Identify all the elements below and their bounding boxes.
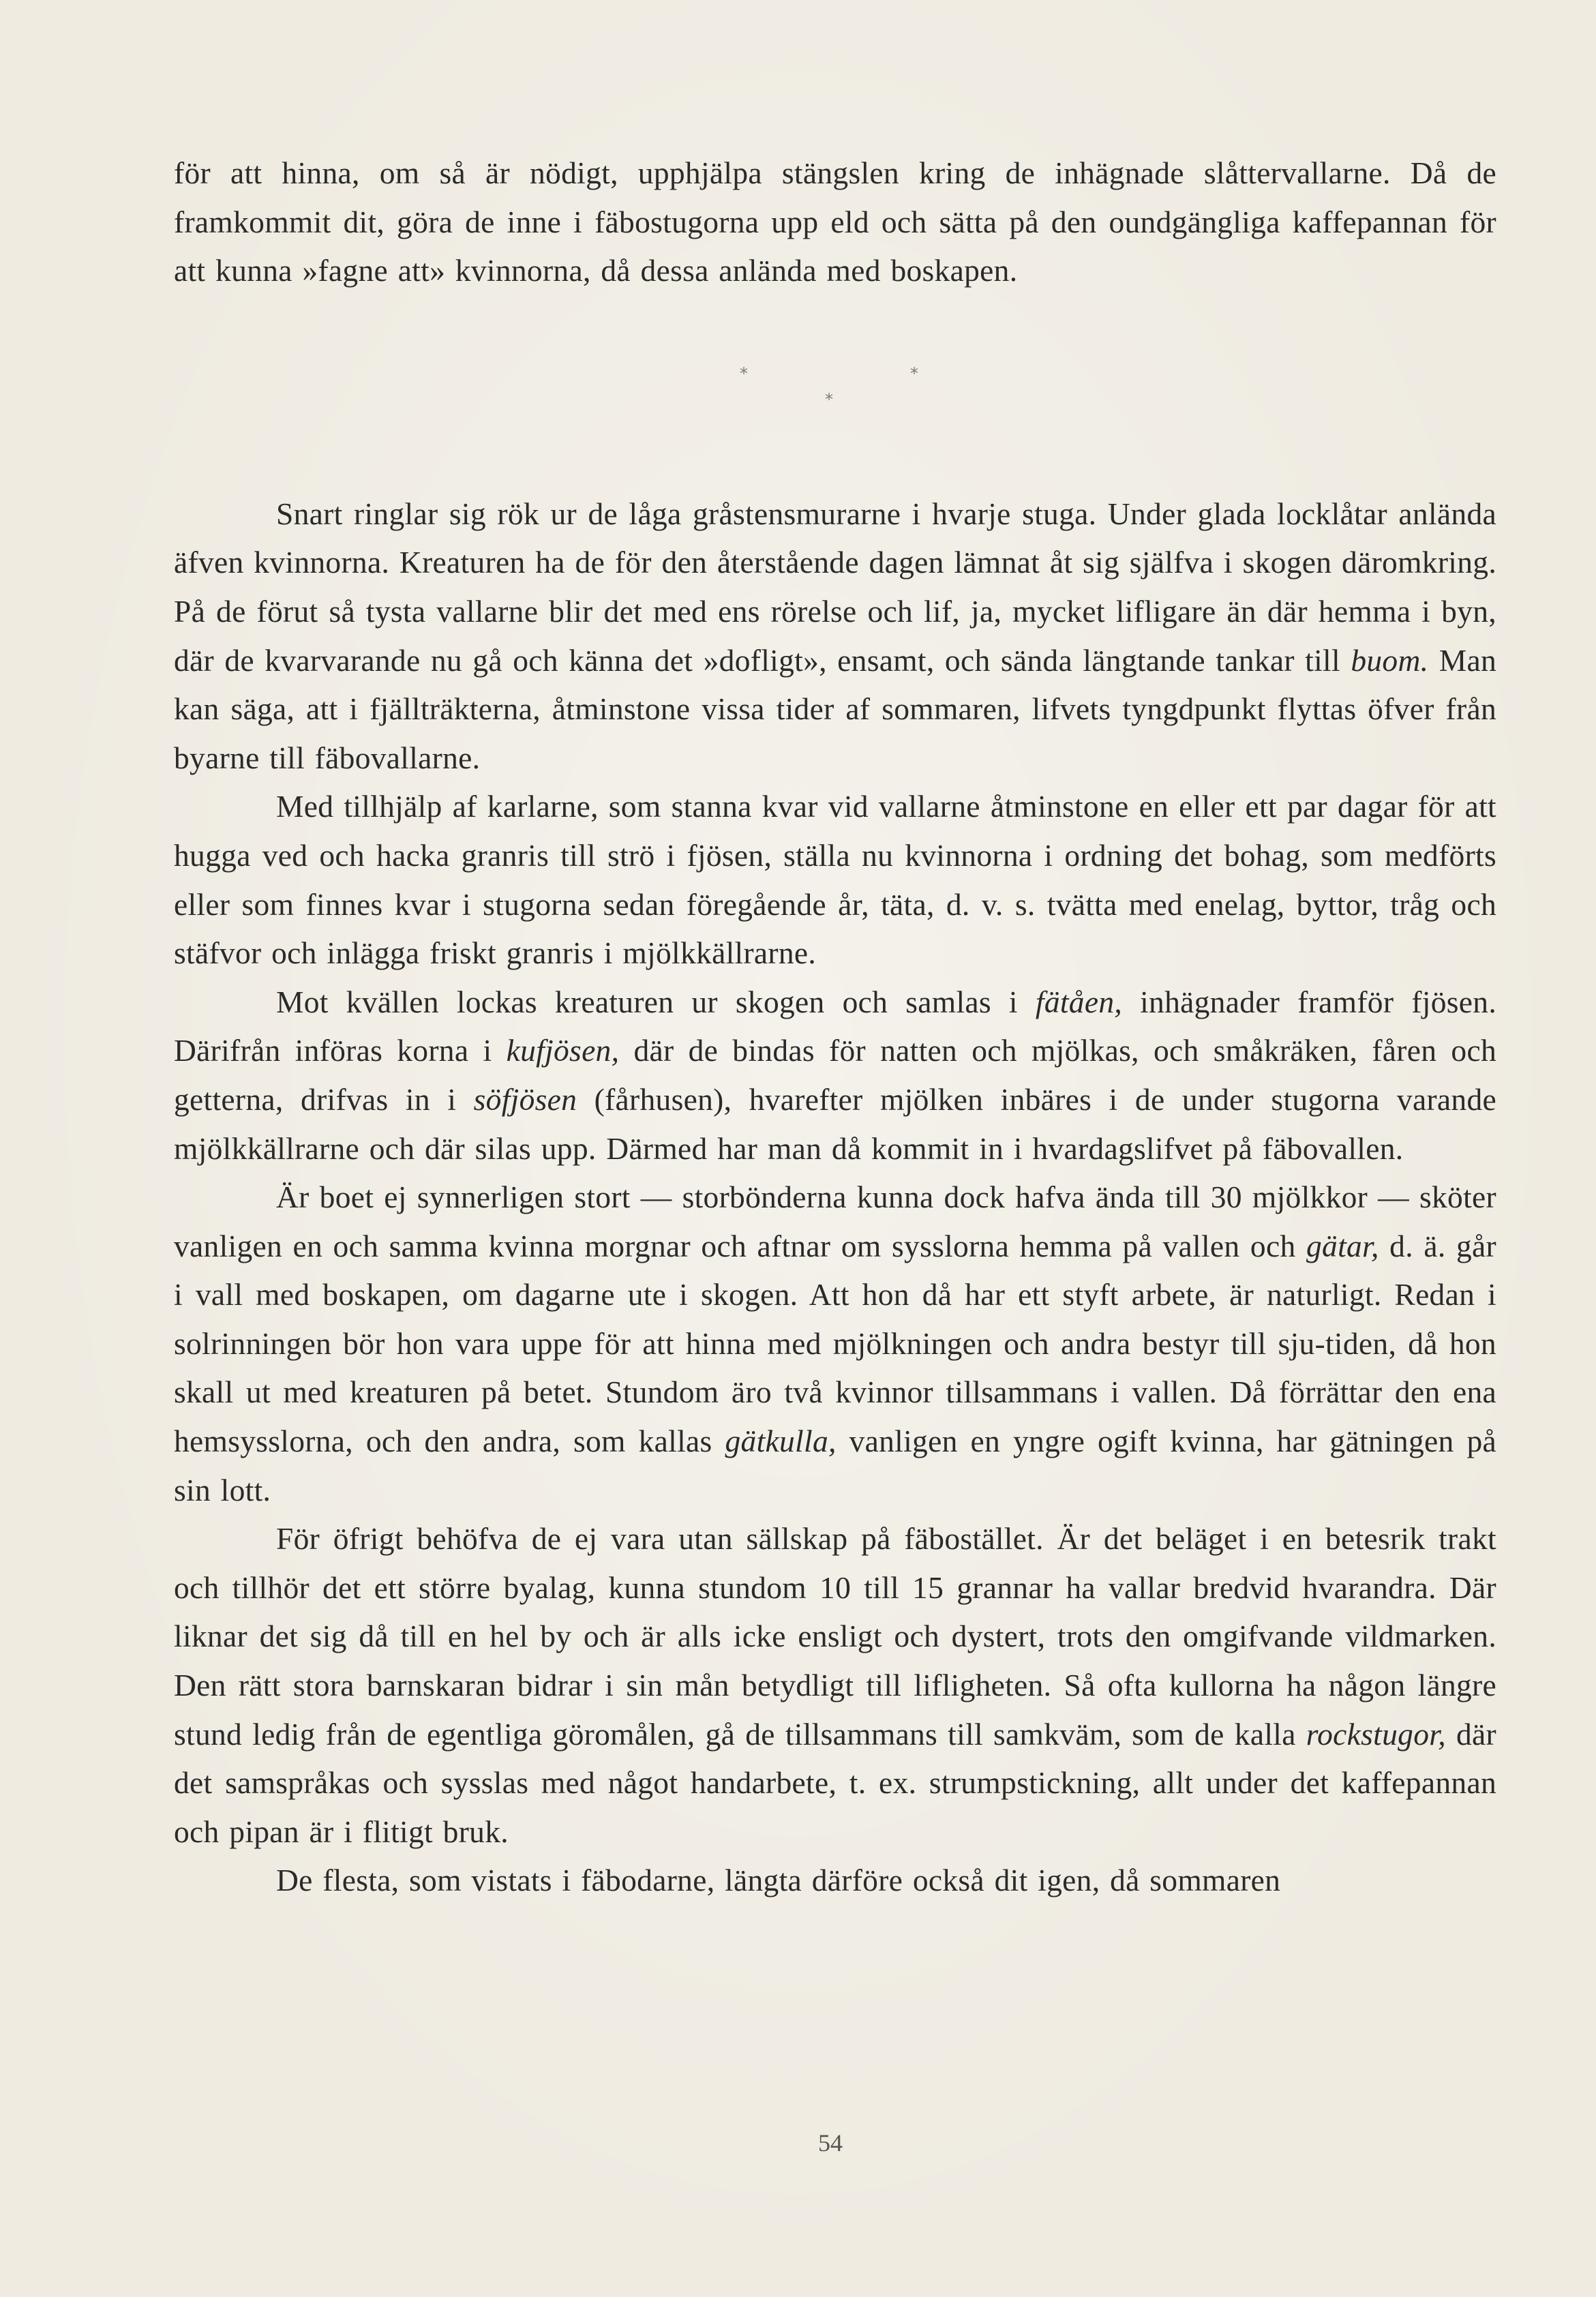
text-run: För öfrigt behöfva de ej vara utan sällskap på fäbostället. Är det beläget i en betesrik trakt och tillhör det ett större byalag, kunna stundom 10 till 15 grannar ha vallar bredvid hvarandra. Där liknar det sig då till en hel by och är alls icke ensligt och dystert, trots den omgifvande vildmarken. Den rätt stora barnskaran bidrar i sin mån betydligt till lifligheten. Så ofta kullorna ha någon längre stund ledig från de egentliga göromålen, gå de tillsammans till samkväm, som de kalla — [174, 1521, 1496, 1752]
italic-term: fätåen, — [1035, 984, 1123, 1019]
text-run: vanligen en yngre ogift kvinna, har gätningen på sin lott. — [174, 1424, 1497, 1507]
body-paragraph — [174, 1856, 1496, 1905]
asterisk-ornament: * — [910, 363, 919, 383]
text-run: (fårhusen), hvarefter mjölken inbäres i de under stugorna varande mjölkkällrarne och där silas upp. Därmed har man då kommit in i hvardagslifvet på fäbovallen. — [174, 1081, 1496, 1166]
italic-term: gätar, — [1306, 1228, 1379, 1263]
italic-term: kufjösen, — [506, 1033, 620, 1068]
intro-paragraph: för att hinna, om så är nödigt, upphjälpa stängslen kring de inhägnade slåttervallarne. Då de framkommit dit, göra de inne i fäbostugorna upp eld och sätta på den oundgängliga kaffepannan för att kunna »fagne att» kvinnorna, då dessa anlända med boskapen. — [174, 155, 1496, 288]
text-run: där de bindas för natten och mjölkas, och småkräken, fåren och getterna, drifvas in i — [174, 1033, 1497, 1117]
paragraph-list — [174, 490, 1496, 1905]
text-run: De flesta, som vistats i fäbodarne, längta därföre också dit igen, då sommaren — [276, 1863, 1281, 1898]
italic-term: söfjösen — [473, 1081, 577, 1117]
text-run: Man kan säga, att i fjällträkterna, åtminstone vissa tider af sommaren, lifvets tyngdpunkt flyttas öfver från byarne till fäbovallarne. — [174, 642, 1496, 775]
body-paragraph — [174, 1514, 1496, 1856]
body-text — [174, 149, 1496, 1905]
page-number: 54 — [818, 2129, 843, 2157]
italic-term: rockstugor, — [1306, 1716, 1446, 1752]
text-run: Med tillhjälp af karlarne, som stanna kvar vid vallarne åtminstone en eller ett par dagar för att hugga ved och hacka granris till strö i fjösen, ställa nu kvinnorna i ordning det bohag, som medförts eller som finnes kvar i stugorna sedan föregående år, täta, d. v. s. tvätta med enelag, byttor, tråg och stäfvor och inlägga friskt granris i mjölkkällrarne. — [174, 789, 1496, 971]
text-run: Är boet ej synnerligen stort — storbönderna kunna dock hafva ända till 30 mjölkkor — sköter vanligen en och samma kvinna morgnar och aftnar om sysslorna hemma på vallen och — [174, 1180, 1496, 1263]
body-paragraph — [174, 490, 1496, 783]
asterisk-ornament: * — [825, 389, 834, 409]
text-run: där det samspråkas och sysslas med något handarbete, t. ex. strumpstickning, allt under det kaffepannan och pipan är i flitigt bruk. — [174, 1716, 1497, 1849]
text-run: Mot kvällen lockas kreaturen ur skogen och samlas i — [276, 984, 1036, 1019]
text-run: d. ä. går i vall med boskapen, om dagarne ute i skogen. Att hon då har ett styft arbete, är naturligt. Redan i solrinningen bör hon vara uppe för att hinna med mjölkningen och andra bestyr till sju-tiden, då hon skall ut med kreaturen på betet. Stundom äro två kvinnor tillsammans i vallen. Då förrättar den ena hemsysslorna, och den andra, som kallas — [174, 1228, 1496, 1459]
section-separator — [174, 295, 1496, 490]
text-run: Snart ringlar sig rök ur de låga gråstensmurarne i hvarje stuga. Under glada locklåtar anlända äfven kvinnorna. Kreaturen ha de för den återstående dagen lämnat åt sig själfva i skogen däromkring. På de förut så tysta vallarne blir det med ens rörelse och lif, ja, mycket lifligare än där hemma i byn, där de kvarvarande nu gå och känna det »dofligt», ensamt, och sända längtande tankar till — [174, 496, 1496, 678]
body-paragraph — [174, 1173, 1496, 1514]
italic-term: buom. — [1351, 642, 1429, 678]
body-paragraph — [174, 978, 1496, 1173]
asterisk-ornament: * — [740, 363, 749, 383]
text-run: inhägnader framför fjösen. Därifrån införas korna i — [174, 984, 1496, 1068]
italic-term: gätkulla, — [725, 1424, 837, 1459]
body-paragraph — [174, 782, 1496, 977]
